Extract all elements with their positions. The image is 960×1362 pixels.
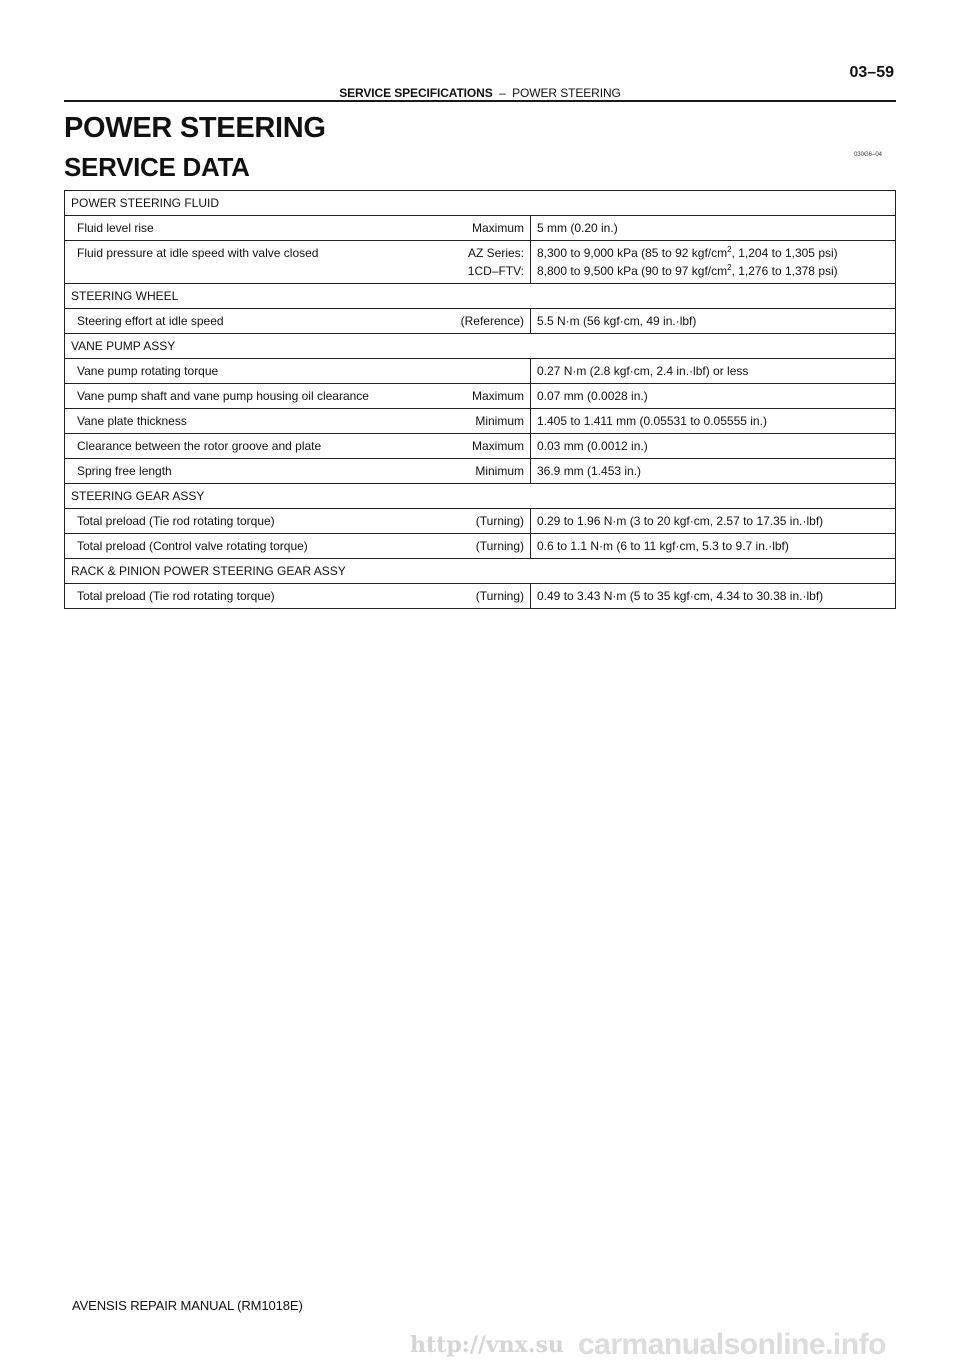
spec-item-cell: [65, 216, 531, 241]
spec-row: [65, 216, 896, 241]
spec-row: [65, 434, 896, 459]
watermark-site: carmanualsonline.info: [578, 1328, 886, 1361]
spec-value-cell: [531, 241, 896, 284]
spec-qualifier: [472, 384, 524, 408]
header-rule: [64, 100, 896, 102]
spec-value-cell: [531, 584, 896, 609]
spec-item-cell: [65, 459, 531, 484]
spec-value-cell: [531, 216, 896, 241]
spec-value-cell: [531, 309, 896, 334]
spec-item-cell: [65, 359, 531, 384]
value-text: 8,800 to 9,500 kPa (90 to 97 kgf/cm: [537, 264, 728, 278]
spec-value: [537, 244, 895, 262]
spec-value: 0.29 to 1.96 N·m (3 to 20 kgf·cm, 2.57 to 17.35 in.·lbf): [537, 514, 824, 528]
spec-item-cell: [65, 309, 531, 334]
spec-value-cell: [531, 359, 896, 384]
spec-value: 0.07 mm (0.0028 in.): [537, 389, 648, 403]
spec-item-label: Fluid level rise: [77, 221, 154, 235]
section-header-row: [65, 559, 896, 584]
service-data-table: [64, 190, 896, 609]
spec-row: [65, 241, 896, 284]
section-header-row: [65, 484, 896, 509]
footer-manual-title: AVENSIS REPAIR MANUAL (RM1018E): [72, 1298, 303, 1313]
spec-value-cell: [531, 509, 896, 534]
spec-row: [65, 359, 896, 384]
section-heading: POWER STEERING FLUID: [65, 191, 896, 216]
qualifier-text: AZ Series:: [467, 246, 524, 260]
section-heading: VANE PUMP ASSY: [65, 334, 896, 359]
qualifier-text: (Turning): [475, 514, 524, 528]
qualifier-text: (Turning): [475, 539, 524, 553]
spec-item-label: Total preload (Tie rod rotating torque): [77, 589, 275, 603]
spec-value-cell: [531, 434, 896, 459]
running-header: [0, 86, 960, 100]
qualifier-text: Maximum: [471, 439, 524, 453]
spec-item-label: Total preload (Control valve rotating torque): [77, 539, 308, 553]
spec-row: [65, 384, 896, 409]
spec-value-cell: [531, 409, 896, 434]
spec-value: 1.405 to 1.411 mm (0.05531 to 0.05555 in.): [537, 414, 767, 428]
qualifier-text: Maximum: [471, 221, 524, 235]
spec-qualifier: [468, 244, 524, 280]
watermark-url: http://vnx.su: [410, 1332, 564, 1358]
spec-value: 0.27 N·m (2.8 kgf·cm, 2.4 in.·lbf) or less: [537, 364, 749, 378]
spec-item-cell: [65, 584, 531, 609]
qualifier-text: 1CD–FTV:: [467, 264, 524, 278]
spec-item-cell: [65, 241, 531, 284]
spec-item-cell: [65, 434, 531, 459]
spec-row: [65, 409, 896, 434]
page-subtitle: SERVICE DATA: [64, 152, 250, 182]
value-text: , 1,276 to 1,378 psi): [731, 264, 838, 278]
spec-item-cell: [65, 409, 531, 434]
page-number: 03–59: [849, 64, 894, 81]
spec-qualifier: [472, 216, 524, 240]
spec-item-label: Vane pump rotating torque: [77, 364, 219, 378]
value-text: 8,300 to 9,000 kPa (85 to 92 kgf/cm: [537, 246, 728, 260]
spec-qualifier: [476, 509, 524, 533]
qualifier-text: Maximum: [471, 389, 524, 403]
spec-qualifier: [472, 434, 524, 458]
page-title: POWER STEERING: [64, 112, 326, 144]
spec-value: 0.6 to 1.1 N·m (6 to 11 kgf·cm, 5.3 to 9.7 in.·lbf): [537, 539, 789, 553]
section-heading: STEERING WHEEL: [65, 284, 896, 309]
qualifier-text: (Reference): [460, 314, 524, 328]
spec-row: [65, 534, 896, 559]
section-header-row: [65, 334, 896, 359]
value-superscript: 2: [727, 245, 732, 254]
spec-item-label: Fluid pressure at idle speed with valve closed: [77, 246, 319, 260]
header-section: SERVICE SPECIFICATIONS: [339, 86, 493, 100]
header-separator: –: [499, 86, 506, 100]
spec-row: [65, 584, 896, 609]
spec-item-label: Steering effort at idle speed: [77, 314, 224, 328]
spec-row: [65, 509, 896, 534]
spec-value: 5 mm (0.20 in.): [537, 221, 618, 235]
section-heading: STEERING GEAR ASSY: [65, 484, 896, 509]
spec-qualifier: [475, 409, 524, 433]
spec-qualifier: [461, 309, 524, 333]
qualifier-text: Minimum: [475, 464, 524, 478]
section-heading: RACK & PINION POWER STEERING GEAR ASSY: [65, 559, 896, 584]
section-header-row: [65, 284, 896, 309]
spec-value: 5.5 N·m (56 kgf·cm, 49 in.·lbf): [537, 314, 697, 328]
spec-qualifier: [476, 534, 524, 558]
spec-qualifier: [476, 584, 524, 608]
qualifier-text: Minimum: [475, 414, 524, 428]
spec-value: 36.9 mm (1.453 in.): [537, 464, 642, 478]
value-superscript: 2: [727, 263, 732, 272]
spec-item-label: Vane pump shaft and vane pump housing oil clearance: [77, 389, 369, 403]
spec-row: [65, 459, 896, 484]
value-text: , 1,204 to 1,305 psi): [731, 246, 838, 260]
spec-item-label: Clearance between the rotor groove and plate: [77, 439, 322, 453]
spec-item-cell: [65, 384, 531, 409]
qualifier-text: (Turning): [475, 589, 524, 603]
spec-value: [537, 262, 895, 280]
spec-value-cell: [531, 534, 896, 559]
spec-item-label: Total preload (Tie rod rotating torque): [77, 514, 275, 528]
spec-item-label: Spring free length: [77, 464, 172, 478]
spec-qualifier: [475, 459, 524, 483]
spec-value-cell: [531, 459, 896, 484]
spec-value-cell: [531, 384, 896, 409]
header-topic: POWER STEERING: [512, 86, 621, 100]
document-code: 030G6–04: [853, 152, 882, 158]
spec-row: [65, 309, 896, 334]
spec-item-cell: [65, 509, 531, 534]
spec-value: 0.49 to 3.43 N·m (5 to 35 kgf·cm, 4.34 to 30.38 in.·lbf): [537, 589, 824, 603]
spec-item-cell: [65, 534, 531, 559]
section-header-row: [65, 191, 896, 216]
spec-item-label: Vane plate thickness: [77, 414, 187, 428]
spec-value: 0.03 mm (0.0012 in.): [537, 439, 648, 453]
